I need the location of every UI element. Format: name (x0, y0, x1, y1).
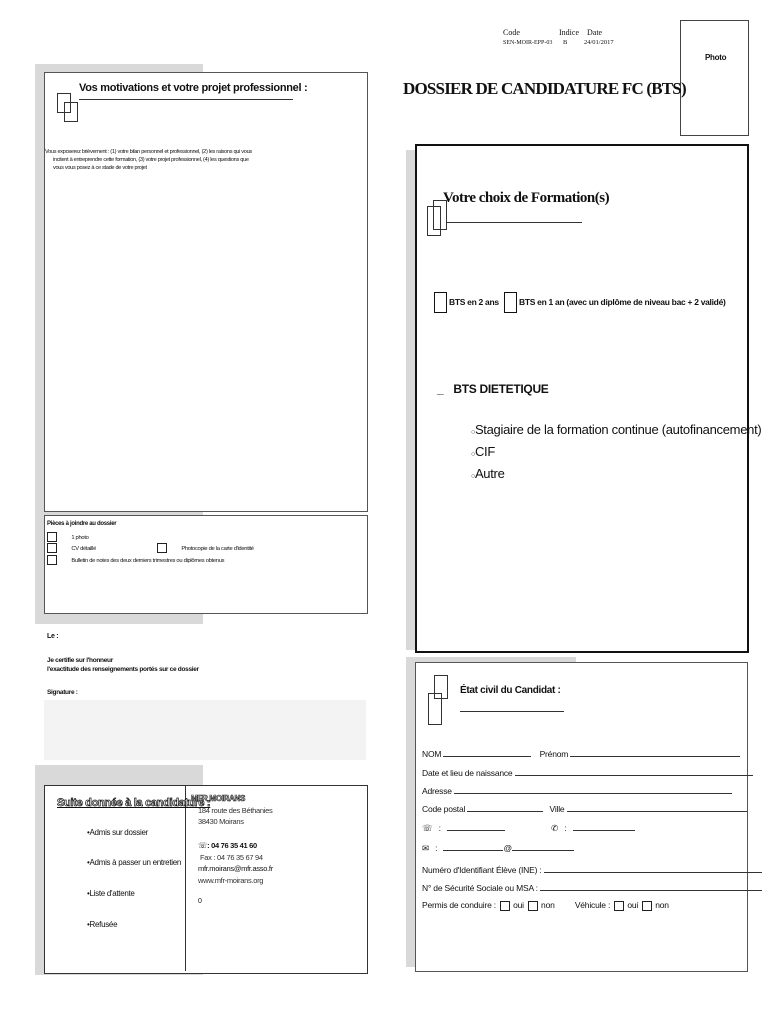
row-nom: NOM Prénom (422, 748, 740, 759)
option-autre[interactable]: ○Autre (471, 466, 505, 481)
instruction-line: Vous exposerez brièvement : (1) votre bilan personnel et professionnel, (2) les raisons qui vous (45, 149, 252, 155)
pieces-item: Bulletin de notes des deux derniers trimestres ou diplômes obtenus (47, 555, 224, 565)
row-permis: Permis de conduire : oui non Véhicule : oui non (422, 900, 669, 910)
code-value: SEN-MOIR-EPP-03 (503, 40, 553, 46)
bts-dietetique: _ BTS DIETETIQUE (437, 382, 549, 396)
checkbox-permis-non[interactable] (528, 901, 538, 911)
signature-area[interactable] (44, 700, 366, 760)
date-label: Date (587, 28, 603, 37)
checkbox-vehicule-non[interactable] (642, 901, 652, 911)
date-value: 24/01/2017 (584, 39, 614, 46)
checkbox-vehicule-oui[interactable] (614, 901, 624, 911)
checkbox-bulletin[interactable] (47, 555, 57, 565)
radio-icon: ○ (471, 473, 475, 480)
prenom-field[interactable] (570, 748, 740, 757)
choice-bts-2ans[interactable]: BTS en 2 ans (434, 292, 499, 313)
pieces-panel (44, 515, 368, 614)
row-cp-ville: Code postal Ville (422, 803, 747, 814)
certification-line2: l'exactitude des renseignements portés sur ce dossier (47, 666, 199, 673)
section-ornament-icon (428, 675, 458, 727)
code-postal-field[interactable] (467, 803, 543, 812)
email-user-field[interactable] (443, 842, 503, 851)
mfr-address2: 38430 Moirans (198, 817, 244, 826)
checkbox-bts-1an[interactable] (504, 292, 517, 313)
code-label: Code (503, 28, 520, 37)
mfr-web[interactable]: www.mfr-moirans.org (198, 876, 264, 885)
signature-label: Signature : (47, 689, 78, 696)
adresse-field[interactable] (454, 785, 732, 794)
row-adresse: Adresse (422, 785, 732, 796)
email-icon: ✉ (422, 843, 429, 853)
pieces-item: CV détaillé (47, 543, 96, 553)
mobile-field[interactable] (573, 822, 635, 831)
mfr-tel: ☏: 04 76 35 41 60 (198, 841, 257, 850)
checkbox-bts-2ans[interactable] (434, 292, 447, 313)
radio-icon: ○ (471, 451, 475, 458)
row-telephones: ☏ : ✆ : (422, 822, 635, 834)
formation-panel (415, 144, 762, 653)
etat-civil-heading: État civil du Candidat : (460, 685, 561, 696)
ine-field[interactable] (544, 864, 762, 873)
pieces-heading: Pièces à joindre au dossier (47, 521, 117, 527)
certification-le: Le : (47, 633, 59, 640)
checkbox-permis-oui[interactable] (500, 901, 510, 911)
mfr-zero: 0 (198, 898, 202, 905)
checkbox-cv[interactable] (47, 543, 57, 553)
suite-panel (44, 785, 368, 974)
secu-field[interactable] (540, 882, 762, 891)
ville-field[interactable] (567, 803, 747, 812)
photo-box (680, 20, 749, 136)
suite-option[interactable]: •Refusée (87, 920, 118, 929)
mfr-name: MFR MOIRANS (191, 794, 246, 803)
etat-civil-panel (415, 662, 748, 972)
page-title: DOSSIER DE CANDIDATURE FC (BTS) (403, 79, 686, 98)
nom-field[interactable] (443, 748, 531, 757)
checkbox-photo[interactable] (47, 532, 57, 542)
mfr-fax: Fax : 04 76 35 67 94 (200, 853, 263, 862)
row-ine: Numéro d'Identifiant Élève (INE) : (422, 864, 762, 875)
pieces-item: 1 photo (47, 532, 89, 542)
mfr-email[interactable]: mfr.moirans@mfr.asso.fr (198, 864, 273, 873)
photo-label: Photo (705, 53, 727, 62)
naissance-field[interactable] (515, 767, 753, 776)
phone-icon: ☏ (198, 841, 208, 850)
mfr-address1: 184 route des Béthanies (198, 806, 273, 815)
telephone-field[interactable] (447, 822, 505, 831)
choice-bts-1an[interactable]: BTS en 1 an (avec un diplôme de niveau bac + 2 validé) (504, 292, 726, 313)
motivations-instructions (45, 148, 252, 172)
suite-option[interactable]: •Admis sur dossier (87, 828, 148, 837)
certification-line1: Je certifie sur l'honneur (47, 657, 113, 664)
row-secu: N° de Sécurité Sociale ou MSA : (422, 882, 762, 893)
motivations-heading: Vos motivations et votre projet professionnel : (79, 82, 308, 94)
mobile-phone-icon: ✆ (551, 823, 559, 833)
row-email: ✉ : @ (422, 842, 574, 854)
suite-option[interactable]: •Liste d'attente (87, 889, 135, 898)
suite-heading: Suite donnée à la candidature : (57, 797, 211, 809)
suite-option[interactable]: •Admis à passer un entretien (87, 858, 182, 867)
row-naissance: Date et lieu de naissance (422, 767, 753, 778)
formation-heading: Votre choix de Formation(s) (443, 190, 610, 206)
indice-value: B (563, 39, 568, 46)
option-cif[interactable]: ○CIF (471, 444, 495, 459)
phone-icon: ☏ (422, 823, 433, 833)
motivations-panel (44, 72, 368, 512)
instruction-line: incitent à entreprendre cette formation, (3) votre projet professionnel, (4) les questions que (53, 157, 249, 163)
instruction-line: vous vous posez à ce stade de votre projet (53, 165, 147, 171)
pieces-item: Photocopie de la carte d'identité (157, 543, 254, 553)
email-domain-field[interactable] (512, 842, 574, 851)
indice-label: Indice (559, 28, 579, 37)
radio-icon: ○ (471, 429, 475, 436)
option-stagiaire[interactable]: ○Stagiaire de la formation continue (autofinancement) (471, 422, 762, 437)
checkbox-carte-identite[interactable] (157, 543, 167, 553)
